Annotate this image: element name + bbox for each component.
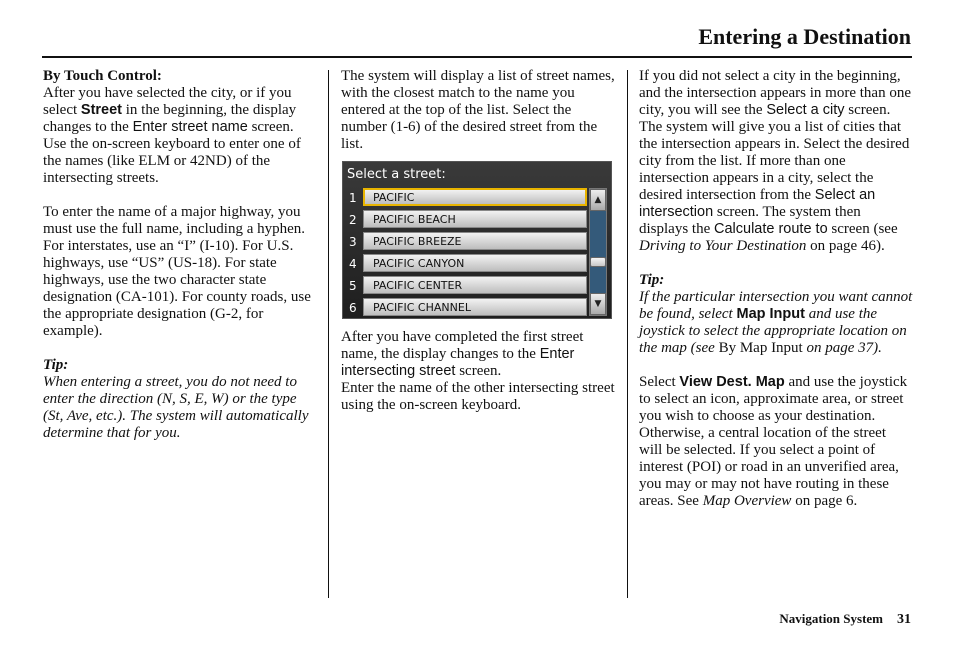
page-title: Entering a Destination bbox=[698, 24, 911, 49]
ui-street: Street bbox=[80, 102, 123, 118]
paragraph-after: After you have completed the first street name, the display changes to the Enter intersecting street screen. bbox=[341, 329, 584, 379]
scroll-down-icon[interactable]: ▼ bbox=[590, 293, 606, 315]
row-number: 3 bbox=[349, 235, 357, 249]
ui-map-input: Map Input bbox=[736, 306, 805, 322]
ref-map-overview: Map Overview bbox=[702, 493, 792, 509]
tip-label: Tip: bbox=[639, 272, 665, 288]
scroll-thumb[interactable] bbox=[590, 257, 606, 267]
paragraph-street: After you have selected the city, or if you select Street in the beginning, the display changes to the Enter street name screen. Use the on-screen keyboard to enter one of the names (like ELM or 42ND) of the intersecting streets. bbox=[43, 85, 301, 186]
street-button[interactable]: PACIFIC BREEZE bbox=[363, 232, 587, 250]
tip-text: If the particular intersection you want cannot be found, select Map Input and use the joystick to select the appropriate location on the map (see By Map Input on page 37). bbox=[639, 289, 913, 356]
ui-enter-intersecting-street: Enter intersecting street bbox=[341, 346, 575, 379]
column-divider-1 bbox=[328, 70, 329, 598]
row-number: 6 bbox=[349, 301, 357, 315]
select-street-screen bbox=[342, 161, 612, 319]
row-number: 2 bbox=[349, 213, 357, 227]
street-button[interactable]: PACIFIC CHANNEL bbox=[363, 298, 587, 316]
row-number: 4 bbox=[349, 257, 357, 271]
ui-select-an-intersection: Select an intersection bbox=[639, 187, 876, 220]
ui-calculate-route: Calculate route to bbox=[714, 221, 828, 237]
column-3 bbox=[639, 68, 913, 510]
ref-by-map-input: By Map Input bbox=[718, 340, 803, 356]
ui-select-a-city: Select a city bbox=[766, 102, 845, 118]
row-number: 1 bbox=[349, 191, 357, 205]
street-button[interactable]: PACIFIC CENTER bbox=[363, 276, 587, 294]
footer-section: Navigation System bbox=[779, 611, 883, 626]
column-1 bbox=[43, 68, 317, 442]
street-button[interactable]: PACIFIC BEACH bbox=[363, 210, 587, 228]
paragraph-highway: To enter the name of a major highway, you must use the full name, including a hyphen. For interstates, use an “I” (I-10). For U.S. highways, use “US” (US-18). For state highways, use the two character state designation (CA-101). For county roads, use the appropriate designation (G-2, for example). bbox=[43, 204, 311, 339]
page-number: 31 bbox=[897, 612, 911, 627]
scrollbar[interactable] bbox=[589, 188, 607, 316]
paragraph-city: If you did not select a city in the beginning, and the intersection appears in more than one city, you will see the Select a city screen. The system will give you a list of cities that the intersection appears in. Select the desired city from the list. If more than one intersection appears in a city, select the desired intersection from the Select an intersection screen. The system then displays the Calculate route to screen (see Driving to Your Destination on page 46). bbox=[639, 68, 911, 254]
column-2 bbox=[341, 68, 615, 414]
street-button[interactable]: PACIFIC bbox=[363, 188, 587, 206]
paragraph-view-dest: Select View Dest. Map and use the joystick to select an icon, approximate area, or street you wish to choose as your destination. Otherwise, a central location of the street will be selected. If you select a point of interest (POI) or road in an unverified area, you may or may not have routing in these areas. See Map Overview on page 6. bbox=[639, 374, 908, 509]
column-divider-2 bbox=[627, 70, 628, 598]
section-heading: By Touch Control: bbox=[43, 68, 162, 84]
paragraph-enter: Enter the name of the other intersecting street using the on-screen keyboard. bbox=[341, 380, 615, 413]
scroll-up-icon[interactable]: ▲ bbox=[590, 189, 606, 211]
street-button[interactable]: PACIFIC CANYON bbox=[363, 254, 587, 272]
ui-enter-street-name: Enter street name bbox=[132, 119, 248, 135]
screen-title: Select a street: bbox=[347, 167, 446, 182]
row-number: 5 bbox=[349, 279, 357, 293]
tip-label: Tip: bbox=[43, 357, 69, 373]
header-rule bbox=[42, 56, 912, 58]
page-footer bbox=[779, 611, 911, 628]
tip-text: When entering a street, you do not need to enter the direction (N, S, E, W) or the type (St, Ave, etc.). The system will automatically determine that for you. bbox=[43, 374, 309, 441]
paragraph-list: The system will display a list of street names, with the closest match to the name you entered at the top of the list. Select the number (1-6) of the desired street from the list. bbox=[341, 68, 615, 152]
ui-view-dest-map: View Dest. Map bbox=[679, 374, 785, 390]
ref-driving: Driving to Your Destination bbox=[639, 238, 807, 254]
